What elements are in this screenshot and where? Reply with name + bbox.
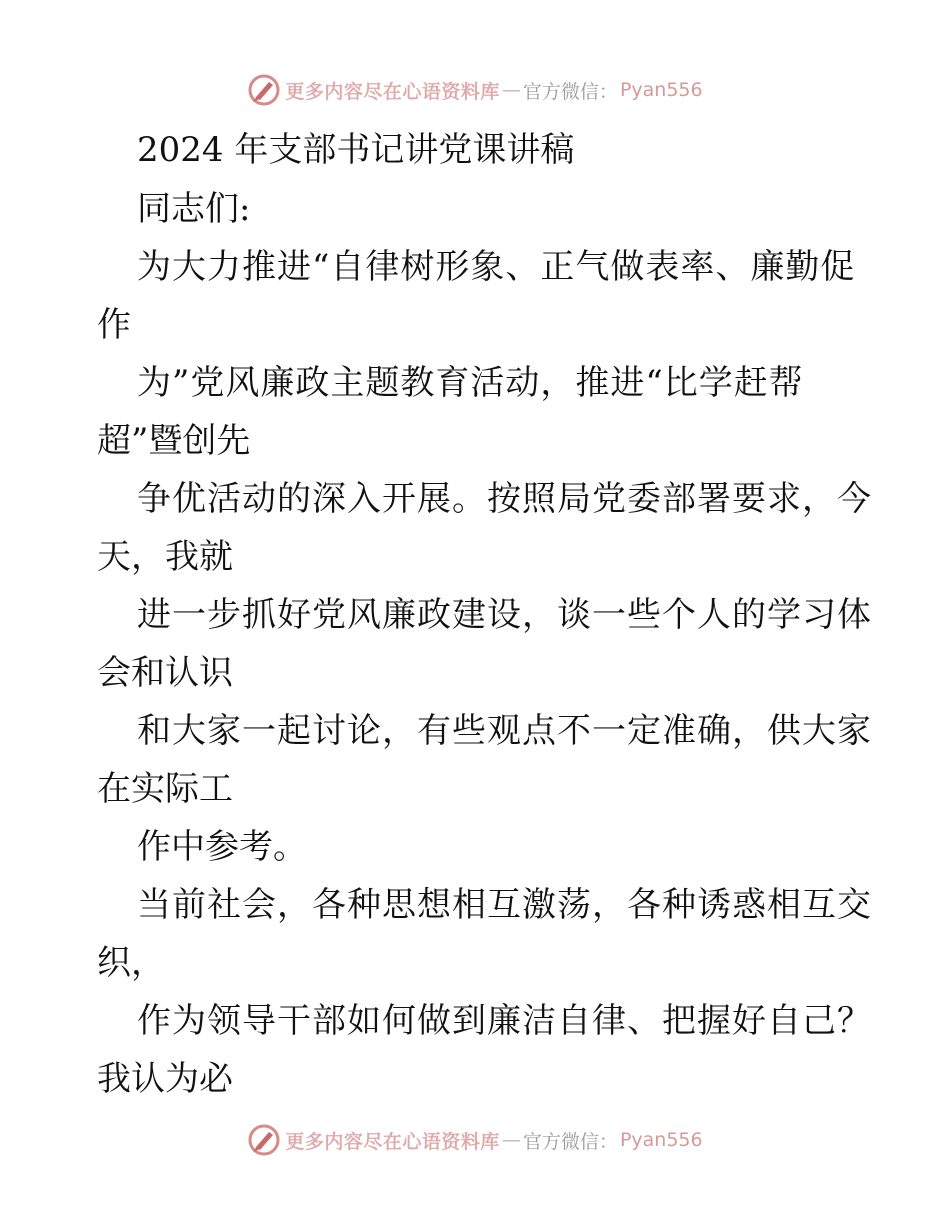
text-line: 当前社会，各种思想相互激荡，各种诱惑相互交 bbox=[137, 885, 872, 925]
watermark-wechat-id: Pyan556 bbox=[619, 79, 703, 101]
document-body bbox=[97, 120, 872, 1108]
text-line: 争优活动的深入开展。按照局党委部署要求，今 bbox=[137, 479, 872, 519]
watermark-separator: — bbox=[501, 79, 521, 101]
watermark-wechat-id: Pyan556 bbox=[619, 1129, 703, 1151]
watermark-footer bbox=[0, 1120, 950, 1160]
text-line: 同志们: bbox=[137, 189, 251, 229]
watermark-wechat-label: 官方微信： bbox=[522, 80, 618, 103]
text-line: 作为领导干部如何做到廉洁自律、把握好自己？ bbox=[137, 1001, 872, 1041]
quill-logo-icon bbox=[247, 1123, 281, 1157]
text-line: 为大力推进“自律树形象、正气做表率、廉勤促 bbox=[137, 247, 856, 287]
text-line: 在实际工 bbox=[97, 769, 233, 809]
text-line: 织， bbox=[97, 943, 165, 983]
text-line: 进一步抓好党风廉政建设，谈一些个人的学习体 bbox=[137, 595, 872, 635]
text-line: 作 bbox=[97, 305, 131, 345]
text-line: 我认为必 bbox=[97, 1059, 233, 1099]
watermark-wechat-label: 官方微信： bbox=[522, 1130, 618, 1153]
quill-logo-icon bbox=[247, 73, 281, 107]
text-line: 作中参考。 bbox=[137, 827, 307, 867]
watermark-main-text: 更多内容尽在心语资料库 bbox=[285, 80, 500, 103]
watermark-separator: — bbox=[501, 1129, 521, 1151]
document-title: 2024 年支部书记讲党课讲稿 bbox=[137, 130, 575, 170]
watermark-header bbox=[0, 70, 950, 110]
text-line: 天，我就 bbox=[97, 537, 233, 577]
text-line: 和大家一起讨论，有些观点不一定准确，供大家 bbox=[137, 711, 872, 751]
text-line: 超”暨创先 bbox=[97, 421, 251, 461]
text-line: 会和认识 bbox=[97, 653, 233, 693]
watermark-main-text: 更多内容尽在心语资料库 bbox=[285, 1130, 500, 1153]
text-line: 为”党风廉政主题教育活动，推进“比学赶帮 bbox=[137, 363, 804, 403]
